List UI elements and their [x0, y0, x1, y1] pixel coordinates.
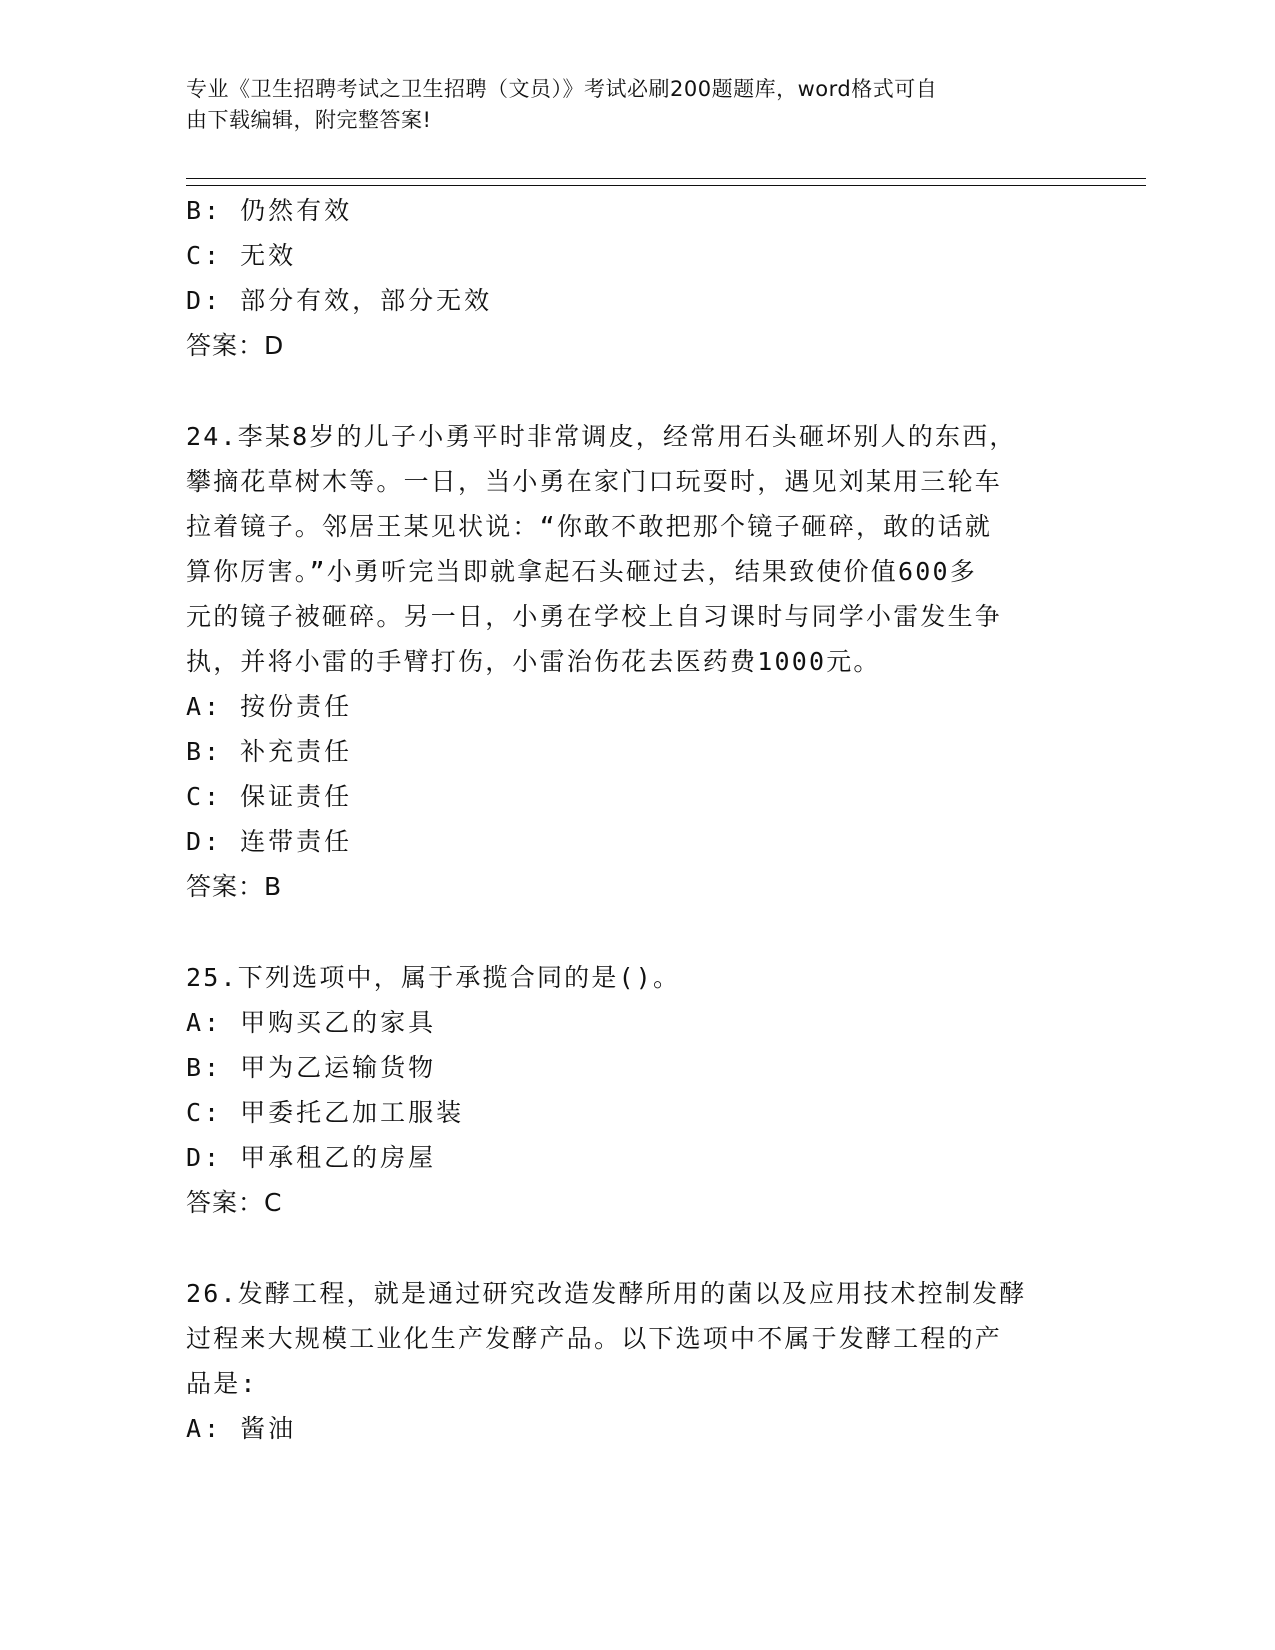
document-header: [186, 74, 1086, 136]
question-25: [186, 955, 1086, 1225]
stem-line: 24.李某8岁的儿子小勇平时非常调皮，经常用石头砸坏别人的东西，: [186, 422, 1017, 451]
answer-line: 答案：C: [186, 1188, 283, 1217]
option-c: C: 无效: [186, 241, 297, 270]
question-23-tail: [186, 188, 1086, 368]
question-list: [186, 188, 1086, 1451]
stem-line: 元的镜子被砸碎。另一日，小勇在学校上自习课时与同学小雷发生争: [186, 602, 1003, 631]
option-a: A: 按份责任: [186, 692, 353, 721]
question-stem: [186, 1271, 1086, 1406]
option-b: B: 甲为乙运输货物: [186, 1053, 437, 1082]
option-d: D: 甲承租乙的房屋: [186, 1143, 437, 1172]
answer-line: 答案：D: [186, 331, 285, 360]
answer-line: 答案：B: [186, 872, 283, 901]
stem-line: 攀摘花草树木等。一日，当小勇在家门口玩耍时，遇见刘某用三轮车: [186, 467, 1003, 496]
spacer: [186, 909, 1086, 955]
stem-line: 过程来大规模工业化生产发酵产品。以下选项中不属于发酵工程的产: [186, 1324, 1003, 1353]
question-stem: [186, 955, 1086, 1000]
option-b: B: 补充责任: [186, 737, 353, 766]
question-26: [186, 1271, 1086, 1451]
stem-line: 拉着镜子。邻居王某见状说：“你敢不敢把那个镜子砸碎，敢的话就: [186, 512, 993, 541]
question-stem: [186, 414, 1086, 684]
stem-line: 执，并将小雷的手臂打伤，小雷治伤花去医药费1000元。: [186, 647, 881, 676]
spacer: [186, 368, 1086, 414]
option-c: C: 保证责任: [186, 782, 353, 811]
spacer: [186, 1225, 1086, 1271]
option-b: B: 仍然有效: [186, 196, 353, 225]
header-line-2: 由下载编辑，附完整答案!: [186, 108, 432, 132]
option-a: A: 甲购买乙的家具: [186, 1008, 437, 1037]
header-line-1: 专业《卫生招聘考试之卫生招聘（文员）》考试必刷200题题库，word格式可自: [186, 77, 938, 101]
stem-line: 品是:: [186, 1369, 258, 1398]
option-a: A: 酱油: [186, 1414, 297, 1443]
option-c: C: 甲委托乙加工服装: [186, 1098, 465, 1127]
option-d: D: 连带责任: [186, 827, 353, 856]
stem-line: 25.下列选项中，属于承揽合同的是()。: [186, 963, 681, 992]
stem-line: 26.发酵工程，就是通过研究改造发酵所用的菌以及应用技术控制发酵: [186, 1279, 1027, 1308]
question-24: [186, 414, 1086, 909]
header-divider: [186, 178, 1146, 186]
stem-line: 算你厉害。”小勇听完当即就拿起石头砸过去，结果致使价值600多: [186, 557, 977, 586]
option-d: D: 部分有效，部分无效: [186, 286, 493, 315]
